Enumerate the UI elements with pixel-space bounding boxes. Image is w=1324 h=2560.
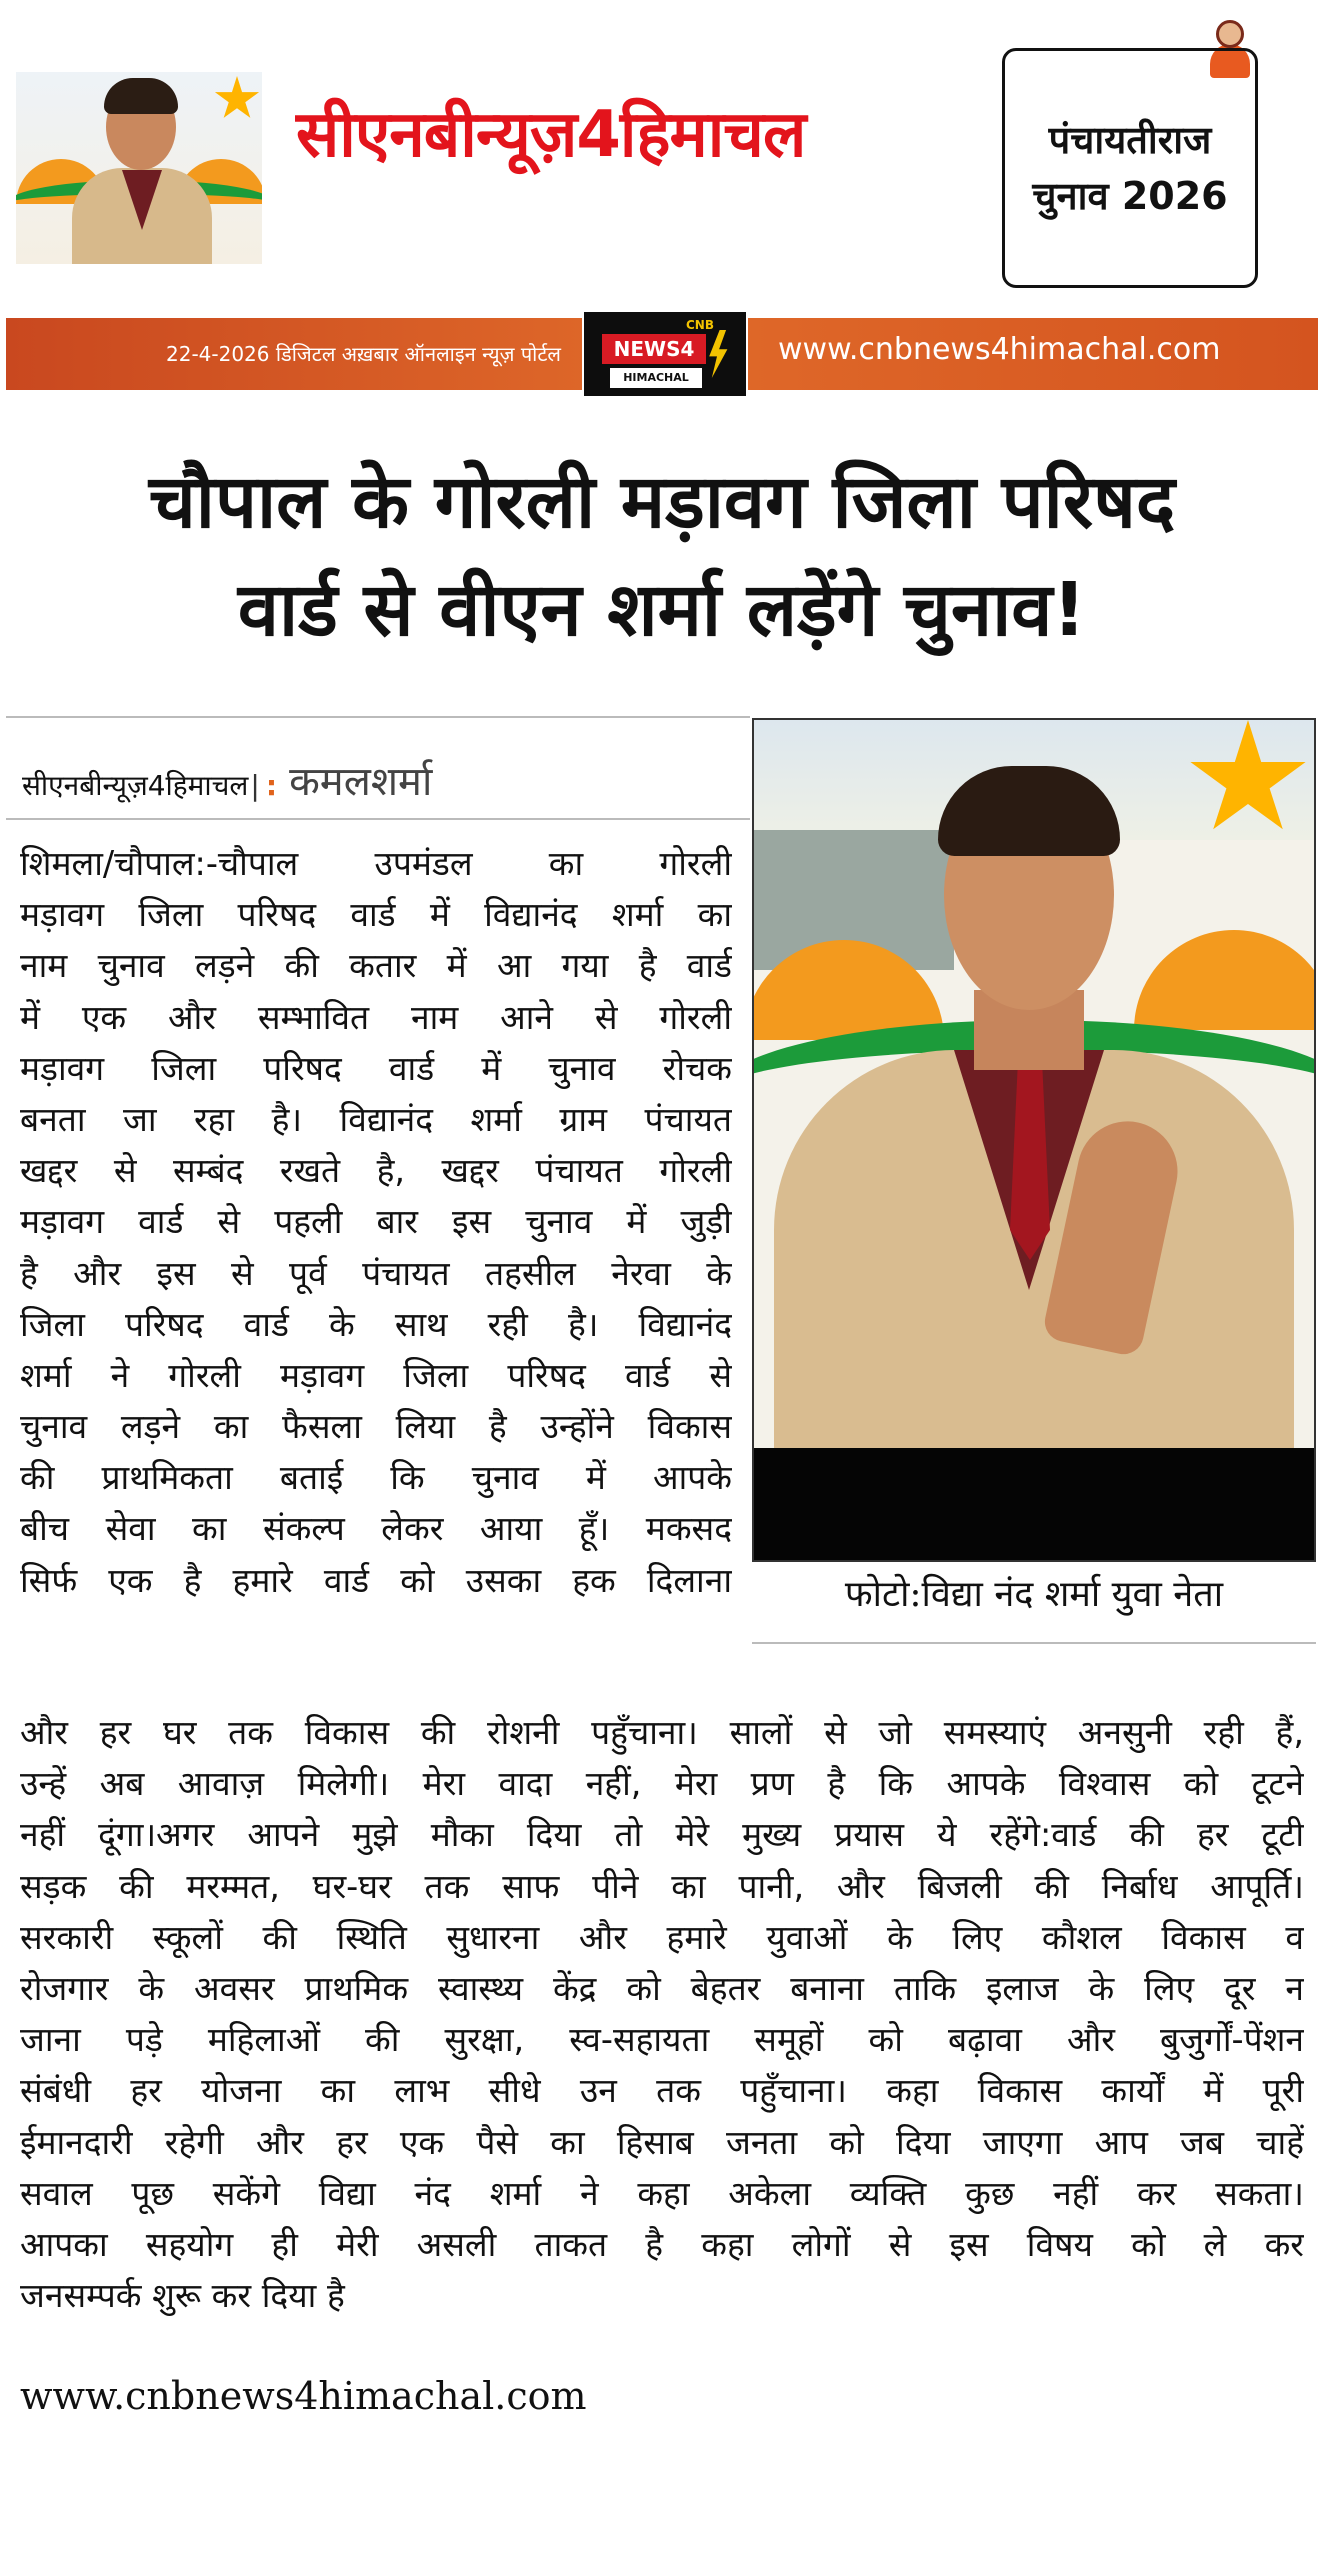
article-line: की प्राथमिकता बताई कि चुनाव में आपके — [20, 1458, 732, 1498]
portrait-hair — [104, 78, 178, 114]
article-line: है और इस से पूर्व पंचायत तहसील नेरवा के — [20, 1253, 732, 1293]
byline-separator: | — [250, 769, 260, 802]
article-line: में एक और सम्भावित नाम आने से गोरली — [20, 997, 732, 1037]
article-line: जाना पड़े महिलाओं की सुरक्षा, स्व-सहायता समूहों को बढ़ावा और बुजुर्गों-पेंशन — [20, 2020, 1304, 2060]
article-line: सड़क की मरम्मत, घर-घर तक साफ पीने का पानी, और बिजली की निर्बाध आपूर्ति। — [20, 1866, 1304, 1906]
article-line: संबंधी हर योजना का लाभ सीधे उन तक पहुँचाना। कहा विकास कार्यों में पूरी — [20, 2071, 1304, 2111]
article-line: मड़ावग जिला परिषद वार्ड में विद्यानंद शर्मा का — [20, 895, 732, 935]
article-line: मड़ावग वार्ड से पहली बार इस चुनाव में जुड़ी — [20, 1202, 732, 1242]
article-headline — [0, 448, 1324, 664]
logo-himachal-text: HIMACHAL — [610, 368, 702, 388]
article-line: जनसम्पर्क शुरू कर दिया है — [20, 2276, 345, 2316]
cnb-news-logo — [582, 310, 748, 398]
byline-source: सीएनबीन्यूज़4हिमाचल — [22, 769, 249, 802]
article-line: और हर घर तक विकास की रोशनी पहुँचाना। सालों से जो समस्याएं अनसुनी रही हैं, — [20, 1713, 1304, 1752]
byline-colon: : — [265, 769, 278, 802]
article-line: खद्दर से सम्बंद रखते है, खद्दर पंचायत गोरली — [20, 1151, 732, 1191]
headline-line: चौपाल के गोरली मड़ावग जिला परिषद — [148, 459, 1176, 545]
byline-author: कमलशर्मा — [289, 759, 433, 805]
article-line: ईमानदारी रहेगी और हर एक पैसे का हिसाब जनता को दिया जाएगा आप जब चाहें — [20, 2122, 1304, 2162]
logo-cnb-text: CNB — [686, 318, 714, 332]
candidate-photo — [752, 718, 1316, 1562]
photo-caption: फोटो:विद्या नंद शर्मा युवा नेता — [844, 1574, 1224, 1615]
election-badge-line2: चुनाव 2026 — [1032, 174, 1228, 218]
election-badge — [1002, 48, 1258, 288]
sun-graphic — [1134, 930, 1316, 1030]
lightning-icon — [704, 330, 730, 378]
article-line: शिमला/चौपाल:-चौपाल उपमंडल का गोरली — [20, 844, 732, 883]
divider — [6, 716, 750, 718]
article-body-column — [20, 838, 732, 1606]
divider — [752, 1642, 1316, 1644]
article-line: बीच सेवा का संकल्प लेकर आया हूँ। मकसद — [20, 1509, 732, 1549]
article-line: आपका सहयोग ही मेरी असली ताकत है कहा लोगों से इस विषय को ले कर — [20, 2224, 1304, 2264]
article-line: उन्हें अब आवाज़ मिलेगी। मेरा वादा नहीं, मेरा प्रण है कि आपके विश्वास को टूटने — [20, 1764, 1304, 1804]
date-ribbon — [6, 318, 1318, 390]
article-line: सिर्फ एक है हमारे वार्ड को उसका हक दिलाना — [20, 1560, 732, 1600]
election-badge-line1: पंचायतीराज — [1048, 118, 1212, 162]
article-line: रोजगार के अवसर प्राथमिक स्वास्थ्य केंद्र को बेहतर बनाना ताकि इलाज के लिए दूर न — [20, 1968, 1304, 2008]
article-line: नाम चुनाव लड़ने की कतार में आ गया है वार्ड — [20, 946, 732, 986]
footer-website-link[interactable]: www.cnbnews4himachal.com — [20, 2374, 587, 2418]
article-line: सवाल पूछ सकेंगे विद्या नंद शर्मा ने कहा अकेला व्यक्ति कुछ नहीं कर सकता। — [20, 2173, 1304, 2213]
article-line: बनता जा रहा है। विद्यानंद शर्मा ग्राम पंचायत — [20, 1099, 732, 1139]
divider — [6, 818, 750, 820]
logo-news-text: NEWS4 — [602, 334, 706, 364]
masthead-title: सीएनबीन्यूज़4हिमाचल — [296, 98, 806, 172]
headline-line: वार्ड से वीएन शर्मा लड़ेंगे चुनाव! — [237, 567, 1087, 653]
masthead-logo-photo — [16, 72, 262, 264]
article-line: नहीं दूंगा।अगर आपने मुझे मौका दिया तो मेरे मुख्य प्रयास ये रहेंगे:वार्ड की हर टूटी — [20, 1815, 1304, 1855]
ribbon-website-link[interactable]: www.cnbnews4himachal.com — [778, 332, 1221, 367]
edition-date: 22-4-2026 डिजिटल अख़बार ऑनलाइन न्यूज़ पोर्टल — [166, 342, 561, 366]
article-line: जिला परिषद वार्ड के साथ रही है। विद्यानंद — [20, 1304, 732, 1344]
byline — [22, 752, 432, 807]
article-line: शर्मा ने गोरली मड़ावग जिला परिषद वार्ड से — [20, 1355, 732, 1395]
article-line: मड़ावग जिला परिषद वार्ड में चुनाव रोचक — [20, 1048, 732, 1088]
article-line: सरकारी स्कूलों की स्थिति सुधारना और हमारे युवाओं के लिए कौशल विकास व — [20, 1917, 1304, 1957]
article-body-full — [20, 1707, 1304, 2321]
sunburst-icon — [214, 76, 260, 122]
article-line: चुनाव लड़ने का फैसला लिया है उन्होंने विकास — [20, 1407, 732, 1447]
